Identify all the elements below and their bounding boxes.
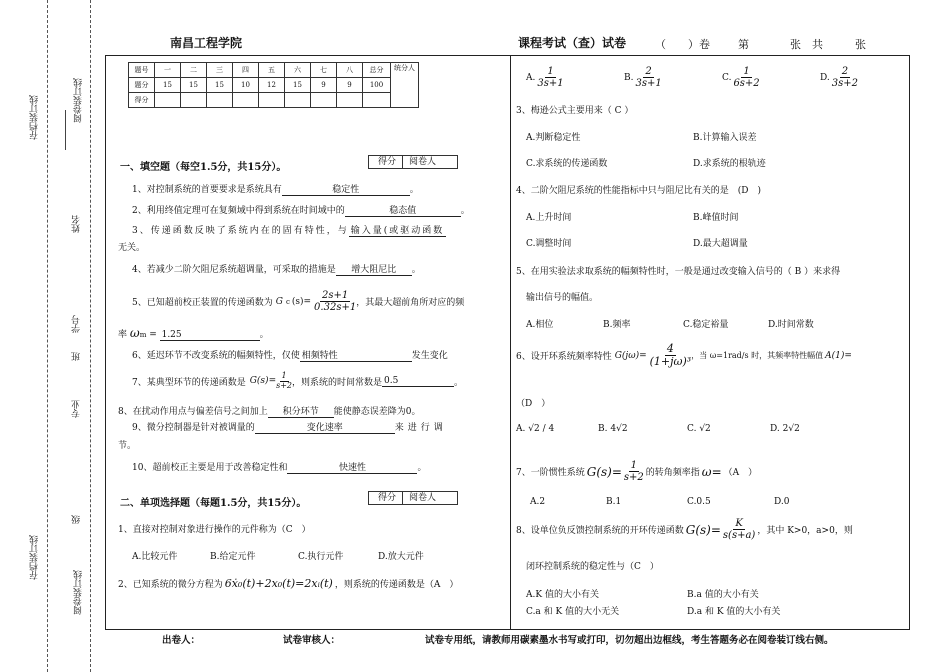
table-row: [129, 93, 419, 108]
table-cell: 得分: [129, 93, 155, 108]
table-cell: 12: [259, 78, 285, 93]
answer-blank: 变化速率: [255, 420, 395, 434]
score-input-cell[interactable]: [363, 93, 391, 108]
table-row: [129, 63, 419, 78]
fill-question-2: 2、利用终值定理可在复频域中得到系统在时间域中的 稳态值 。: [132, 203, 470, 217]
choice-option[interactable]: C.调整时间: [526, 239, 572, 249]
choice-option[interactable]: B.给定元件: [210, 552, 256, 562]
choice-question-8: 8、设单位负反馈控制系统的开环传递函数 G(s)= $\frac{K}{s(s+a)}$ ，其中 K>0，a>0，则: [516, 518, 853, 541]
choice-question-3: 3、梅逊公式主要用来（ C ）: [516, 106, 634, 116]
major-label: 专业: [72, 400, 82, 418]
choice-question-5: 5、在用实验法求取系统的幅频特性时，一般是通过改变输入信号的（ B ）来求得: [516, 267, 841, 277]
exam-title: 课程考试（查）试卷: [518, 36, 627, 50]
exam-reviewer-label: 试卷审核人：: [283, 635, 341, 646]
score-input-cell[interactable]: [259, 93, 285, 108]
section2-grader-box: [368, 491, 458, 505]
choice-option[interactable]: A.K 值的大小有关: [526, 590, 599, 600]
table-cell: 总分: [363, 63, 391, 78]
score-table: [128, 62, 419, 108]
choice-option[interactable]: A.2: [530, 497, 546, 507]
fill-question-5-cont: 率 ωm = 1.25 。: [118, 326, 269, 340]
q2-options: [526, 66, 904, 89]
table-cell: 15: [155, 78, 181, 93]
section2-title: 二、单项选择题（每题1.5分，共15分）。: [120, 498, 307, 509]
choice-option[interactable]: D.最大超调量: [693, 239, 748, 249]
choice-option[interactable]: C.执行元件: [298, 552, 344, 562]
choice-question-6: 6、设开环系统频率特性 G(jω)= $\frac{4}{\text{(1+jω)³}}$ ，当 ω=1rad/s 时，其频率特性幅值 A(1)=: [516, 342, 852, 369]
answer-blank: 稳态值: [345, 203, 461, 217]
class-label: 班: [72, 352, 82, 361]
sheet-label: 第: [738, 38, 749, 51]
column-divider: [510, 55, 511, 630]
fill-question-6: 6、延迟环节不改变系统的幅频特性，仅使 相频特性 发生变化: [132, 348, 448, 362]
binding-rule: [65, 110, 66, 150]
grader-score-label: 得分: [372, 492, 403, 504]
name-label: 姓名: [72, 215, 82, 233]
archive-binding-label-top: 存档装订线: [30, 95, 40, 140]
review-binding-label-top: 阅卷装订线: [74, 78, 84, 123]
fill-question-4: 4、若减少二阶欠阻尼系统超调量，可采取的措施是 增大阻尼比 。: [132, 262, 421, 276]
choice-option[interactable]: D.时间常数: [768, 320, 814, 330]
sheet-zhang: 张: [790, 38, 801, 51]
open-loop-frequency-response: $\frac{4}{\text{(1+jω)³}}$: [649, 342, 692, 369]
fill-question-10: 10、超前校正主要是用于改善稳定性和 快速性 。: [132, 460, 426, 474]
answer-blank: 稳定性: [282, 182, 410, 196]
choice-option[interactable]: B.频率: [603, 320, 631, 330]
choice-question-7: 7、一阶惯性系统 G(s)= $\frac{1}{s+2}$ 的转角频率指 ω= （A ）: [516, 460, 758, 483]
score-input-cell[interactable]: [181, 93, 207, 108]
archive-binding-line: [47, 0, 48, 672]
table-row: [129, 78, 419, 93]
lead-compensator-tf: $\frac{2s+1}{0.32s+1}$: [314, 290, 357, 313]
table-cell: 六: [285, 63, 311, 78]
fill-question-8: 8、在扰动作用点与偏差信号之间加上 积分环节 能使静态误差降为0。: [118, 404, 420, 418]
choice-option[interactable]: B. $\frac{2}{3s+1}$: [624, 66, 662, 89]
table-cell: 一: [155, 63, 181, 78]
school-name: 南昌工程学院: [170, 36, 243, 50]
table-cell: 9: [311, 78, 337, 93]
choice-option[interactable]: D.放大元件: [378, 552, 424, 562]
table-cell: 10: [233, 78, 259, 93]
choice-option[interactable]: C.0.5: [687, 497, 711, 507]
grader-name-label: 阅卷人: [409, 493, 437, 503]
fill-question-7: 7、某典型环节的传递函数是 G(s)= $\frac{1}{s+2}$ ，则系统的时间常数是 0.5 。: [132, 371, 464, 390]
choice-option[interactable]: D. 2√2: [770, 424, 800, 434]
choice-question-6-answer: （D ）: [516, 399, 551, 409]
choice-option[interactable]: A.上升时间: [526, 213, 572, 223]
table-cell: 15: [181, 78, 207, 93]
choice-option[interactable]: C. $\frac{1}{6s+2}$: [722, 66, 760, 89]
fill-question-3-cont: 无关。: [118, 243, 146, 253]
review-binding-line: [90, 0, 91, 672]
student-id-label: 学号: [72, 315, 82, 333]
choice-question-1: 1、直接对控制对象进行操作的元件称为（C ）: [118, 525, 311, 535]
choice-option[interactable]: A.判断稳定性: [526, 133, 581, 143]
score-input-cell[interactable]: [207, 93, 233, 108]
table-cell: 八: [337, 63, 363, 78]
choice-option[interactable]: C.稳定裕量: [683, 320, 729, 330]
grade-label: 级: [72, 515, 82, 524]
fill-question-5: 5、已知超前校正装置的传递函数为 G c (s)= $\frac{2s+1}{0.32s+1}$ ，其最大超前角所对应的频: [132, 290, 465, 313]
exam-maker-label: 出卷人：: [162, 635, 201, 646]
section1-grader-box: [368, 155, 458, 169]
open-loop-tf: $\frac{K}{s(s+a)}$: [722, 518, 756, 541]
choice-option[interactable]: B.计算输入误差: [693, 133, 757, 143]
choice-option[interactable]: D.求系统的根轨迹: [693, 159, 766, 169]
choice-question-4: 4、二阶欠阻尼系统的性能指标中只与阻尼比有关的是 (D ): [516, 186, 761, 196]
table-cell: 15: [207, 78, 233, 93]
choice-option[interactable]: C. √2: [687, 424, 711, 434]
archive-binding-label-bottom: 存档装订线: [30, 535, 40, 580]
answer-blank: 积分环节: [268, 404, 334, 418]
table-cell: 100: [363, 78, 391, 93]
table-cell: 四: [233, 63, 259, 78]
fill-question-9: 9、微分控制器是针对被调量的 变化速率 来进行调: [132, 420, 447, 434]
table-cell: 二: [181, 63, 207, 78]
answer-blank: 0.5: [382, 376, 454, 387]
choice-option[interactable]: A.比较元件: [132, 552, 178, 562]
grader-name-label: 阅卷人: [409, 157, 437, 167]
table-cell: 题分: [129, 78, 155, 93]
choice-question-5-cont: 输出信号的幅值。: [526, 293, 599, 303]
table-cell: 15: [285, 78, 311, 93]
table-cell: 题号: [129, 63, 155, 78]
score-input-cell[interactable]: [311, 93, 337, 108]
choice-option[interactable]: A. √2 / 4: [516, 424, 555, 434]
answer-blank: 输入量(或驱动函数: [349, 223, 447, 237]
total-zhang: 张: [855, 38, 866, 51]
fill-question-9-cont: 节。: [118, 441, 137, 451]
table-cell: 五: [259, 63, 285, 78]
choice-question-2: 2、已知系统的微分方程为 6ẋ₀(t)+2x₀(t)=2xᵢ(t) ，则系统的传递函数是（A ）: [118, 577, 459, 590]
choice-question-8-cont: 闭环控制系统的稳定性与（C ）: [526, 562, 659, 572]
fill-question-3: 3、传递函数反映了系统内在的固有特性，与 输入量(或驱动函数: [132, 223, 446, 237]
typical-element-tf: $\frac{1}{s+2}$: [276, 371, 293, 390]
answer-blank: 增大阻尼比: [336, 262, 412, 276]
grader-score-label: 得分: [372, 156, 403, 168]
choice-option[interactable]: D. $\frac{2}{3s+2}$: [820, 66, 859, 89]
score-input-cell[interactable]: [337, 93, 363, 108]
answer-blank: 快速性: [287, 460, 417, 474]
first-order-tf: $\frac{1}{s+2}$: [623, 460, 644, 483]
paper-type: （ ）卷: [655, 38, 710, 51]
score-input-cell[interactable]: [285, 93, 311, 108]
review-binding-label-bottom: 阅卷装订线: [74, 570, 84, 615]
section1-title: 一、填空题（每空1.5分，共15分）。: [120, 162, 287, 173]
choice-option[interactable]: C.求系统的传递函数: [526, 159, 608, 169]
table-cell: 三: [207, 63, 233, 78]
paper-notice: 试卷专用纸，请教师用碳素墨水书写或打印，切勿超出边框线，考生答题务必在阅卷装订线右侧。: [425, 635, 834, 646]
choice-option[interactable]: B.1: [606, 497, 622, 507]
fill-question-1: 1、对控制系统的首要要求是系统具有 稳定性 。: [132, 182, 419, 196]
table-cell: 9: [337, 78, 363, 93]
choice-option[interactable]: A. $\frac{1}{3s+1}$: [526, 66, 564, 89]
table-cell: 统分人: [391, 63, 419, 108]
total-label: 共: [812, 38, 823, 51]
choice-option[interactable]: A.相位: [526, 320, 554, 330]
answer-blank: 相频特性: [300, 348, 412, 362]
choice-option[interactable]: B.峰值时间: [693, 213, 739, 223]
answer-blank: 1.25: [160, 330, 260, 341]
score-input-cell[interactable]: [155, 93, 181, 108]
choice-option[interactable]: D.a 和 K 值的大小有关: [687, 607, 781, 617]
table-cell: 七: [311, 63, 337, 78]
choice-option[interactable]: D.0: [774, 497, 790, 507]
choice-option[interactable]: B. 4√2: [598, 424, 628, 434]
score-input-cell[interactable]: [233, 93, 259, 108]
choice-option[interactable]: B.a 值的大小有关: [687, 590, 759, 600]
choice-option[interactable]: C.a 和 K 值的大小无关: [526, 607, 620, 617]
